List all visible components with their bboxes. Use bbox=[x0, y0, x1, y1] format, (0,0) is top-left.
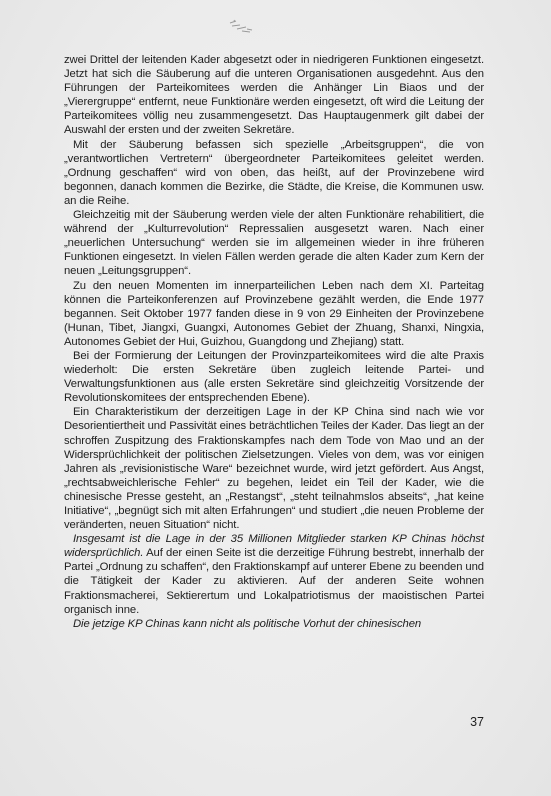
paragraph bbox=[64, 532, 484, 617]
paragraph bbox=[64, 208, 484, 278]
text-run: Bei der Formierung der Leitungen der Provinzparteikomitees wird die alte Praxis wiederholt: Die ersten Sekretäre üben zugleich leitende Partei- und Verwaltungsfunktionen aus (alle ersten Sekretäre sind gleichzeitig Vorsitzende der Revolutionskomitees der entsprechenden Ebene). bbox=[64, 349, 484, 405]
paragraph bbox=[64, 349, 484, 405]
text-run: Auf der einen Seite ist die derzeitige Führung bestrebt, innerhalb der Partei „Ordnung zu schaffen“, den Fraktionskampf auf unterer Ebene zu beenden und die Tätigkeit der Kader zu aktivieren. Auf der anderen Seite wohnen Fraktionsmacherei, Sektierertum und Lokalpatriotismus der maoistischen Partei organisch inne. bbox=[64, 547, 484, 616]
italic-text-run: Die jetzige KP Chinas kann nicht als politische Vorhut der chinesischen bbox=[73, 617, 422, 630]
text-run: zwei Drittel der leitenden Kader abgesetzt oder in niedrigeren Funktionen eingesetzt. Jetzt hat sich die Säuberung auf die unteren Organisationen ausgedehnt. Aus den Führungen der Parteikomitees werden die Anhänger Lin Biaos und der „Vierergruppe“ entfernt, neue Funktionäre werden eingesetzt, oft wird die Leitung der Parteikomitees völlig neu zusammengesetzt. Das Hauptaugenmerk gilt dabei der Auswahl der ersten und der zweiten Sekretäre. bbox=[64, 54, 484, 137]
text-run: Gleichzeitig mit der Säuberung werden viele der alten Funktionäre rehabilitiert, die während der „Kulturrevolution“ Repressalien ausgesetzt waren. Nach einer „neuerlichen Untersuchung“ werden sie im allgemeinen wieder in ihre früheren Funktionen eingesetzt. In vielen Fällen werden gerade die alten Kader zum Kern der neuen „Leitungsgruppen“. bbox=[64, 209, 484, 278]
paragraph bbox=[64, 405, 484, 532]
text-run: Zu den neuen Momenten im innerparteilichen Leben nach dem XI. Parteitag können die Parteikonferenzen auf Provinzebene gezählt werden, die Ende 1977 begannen. Seit Oktober 1977 fanden diese in 9 von 29 Einheiten der Provinzebene (Hunan, Tibet, Jiangxi, Guangxi, Autonomes Gebiet der Zhuang, Shanxi, Ningxia, Autonomes Gebiet der Hui, Guizhou, Guangdong und Zhejiang) statt. bbox=[64, 279, 484, 348]
text-run: Mit der Säuberung befassen sich spezielle „Arbeitsgruppen“, die von „verantwortlichen Vertretern“ übergeordneter Parteikomitees geleitet werden. „Ordnung geschaffen“ wird von oben, das heißt, auf der Provinzebene wird begonnen, danach kommen die Bezirke, die Städte, die Kreise, die Kommunen usw. an die Reihe. bbox=[64, 138, 484, 207]
page-number: 37 bbox=[470, 715, 484, 729]
paragraph bbox=[64, 617, 484, 631]
scan-mark-smudge bbox=[222, 17, 256, 37]
body-text bbox=[64, 53, 484, 631]
text-run: Ein Charakteristikum der derzeitigen Lage in der KP China sind nach wie vor Desorientiertheit und Passivität eines beträchtlichen Teiles der Kader. Das liegt an der schroffen Zuspitzung des Fraktionskampfes nach dem Tode von Mao und an der Widersprüchlichkeit der politischen Zielsetzungen. Vieles von dem, was vor einigen Jahren als „revisionistische Ware“ bezeichnet wurde, wird jetzt gefördert. Aus Angst, „rechtsabweichlerische Fehler“ zu begehen, leidet ein Teil der Kader, wie die chinesische Presse gesteht, an „Restangst“, „steht teilnahmslos abseits“, „hat keine Initiative“, „begnügt sich mit alten Erfahrungen“ und studiert „die neuen Probleme der veränderten, neuen Situation“ nicht. bbox=[64, 406, 484, 532]
paragraph bbox=[64, 138, 484, 208]
italic-text-run: Insgesamt ist die Lage in der 35 Millionen Mitglieder starken KP Chinas höchst widersprüchlich. bbox=[64, 533, 484, 560]
paragraph bbox=[64, 279, 484, 349]
paragraph bbox=[64, 53, 484, 138]
